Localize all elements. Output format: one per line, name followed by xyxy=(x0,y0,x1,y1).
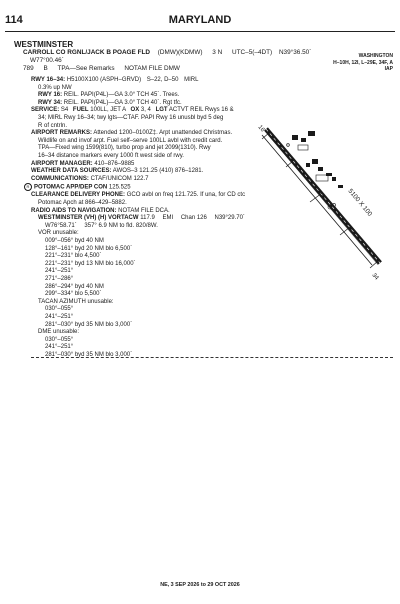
service-line: SERVICE: S4 FUEL 100LL, JET A OX 3, 4 LGT ACTVT REIL Rwys 16 & xyxy=(31,107,234,114)
vor-unusable-item: 221°–231° byd 13 NM blo 16,000´ xyxy=(45,260,136,267)
remarks-cont-1: Wildlife on and invof arpt. Fuel self–serve 100LL avbl with credit card. xyxy=(38,137,223,144)
city-name: WESTMINSTER xyxy=(14,40,74,49)
manager-line: AIRPORT MANAGER: 410–876–9885 xyxy=(31,160,135,167)
vor-unusable-list xyxy=(31,238,236,299)
header-rule xyxy=(5,31,395,32)
footer-dates: NE, 3 SEP 2026 to 29 OCT 2026 xyxy=(160,582,240,588)
tacan-unusable-item: 030°–055° xyxy=(45,306,74,313)
runway-slope: 0.3% up NW xyxy=(38,84,72,91)
vor-unusable-item: 299°–334° blo 5,500´ xyxy=(45,291,102,298)
dme-unusable-item: 281°–030° byd 35 NM blo 3,000´ xyxy=(45,351,133,358)
dme-unusable-item: 030°–055° xyxy=(45,336,74,343)
tacan-unusable-item: 241°–251° xyxy=(45,313,74,320)
airport-name: CARROLL CO RGNL/JACK B POAGE FLD xyxy=(23,49,150,56)
vortac-line: WESTMINSTER (VH) (H) VORTACW 117.9 EMI Chan 126 N39°29.70´ xyxy=(38,215,245,222)
airport-tpa: TPA—See Remarks xyxy=(57,65,115,73)
runway-end-34: RWY 34: REIL. PAPI(P4L)—GA 3.0° TCH 40´. Rgt tfc. xyxy=(38,99,182,106)
airport-elevation: 789 xyxy=(23,65,34,73)
chart-refs xyxy=(333,53,393,73)
airport-lat: N39°36.50´ xyxy=(278,49,312,56)
tacan-unusable-item: 281°–030° byd 35 NM blo 3,000´ xyxy=(45,321,133,328)
clearance-line: CLEARANCE DELIVERY PHONE: GCO avbl on freq 121.725. If una, for CD ctc xyxy=(31,192,246,199)
airport-ident: (DMW)(KDMW) xyxy=(157,49,203,56)
page-number: 114 xyxy=(5,14,23,26)
comms-line: COMMUNICATIONS: CTAF/UNICOM 122.7 xyxy=(31,175,149,182)
vortac-lon-line: W76°58.71´ 357° 6.9 NM to fld. 820/8W. xyxy=(45,222,158,229)
vor-unusable-item: 286°–294° byd 40 NM xyxy=(45,283,104,290)
navaids-line: RADIO AIDS TO NAVIGATION: NOTAM FILE DCA. xyxy=(31,207,170,214)
service-cont-2: R of cntrln. xyxy=(38,122,68,129)
iap-flag: IAP xyxy=(384,66,393,73)
vor-unusable-label: VOR unusable: xyxy=(38,230,79,237)
service-cont-1: 34; MIRL Rwy 16–34; twy lgts—CTAF. PAPI Rwy 16 unusbl byd 5 deg xyxy=(38,114,224,121)
chart-list: H–10H, 12I, L–29E, 34F, A xyxy=(333,59,393,66)
airport-fuel-class: B xyxy=(43,65,48,73)
airport-diagram xyxy=(248,103,398,293)
entry-divider xyxy=(31,357,393,358)
approach-line: R POTOMAC APP/DEP CON 125.525 xyxy=(24,183,236,192)
airport-details xyxy=(26,77,246,360)
tacan-unusable-label: TACAN AZIMUTH unusable: xyxy=(38,298,114,305)
page-header xyxy=(5,14,395,28)
remarks-cont-3: 16–34 distance markers every 1000 ft west side of rwy. xyxy=(38,152,184,159)
radar-symbol-icon: R xyxy=(24,183,32,191)
airport-notam: NOTAM FILE DMW xyxy=(124,65,180,73)
beacon-icon xyxy=(287,144,290,147)
runway-main-line: RWY 16–34: H5100X100 (ASPH–GRVD) S–22, D–50 MIRL xyxy=(31,77,199,83)
airport-utc: UTC–5(–4DT) xyxy=(232,49,273,56)
runway-dimension-label: 5100 X 100 xyxy=(346,187,374,218)
vor-unusable-item: 128°–161° byd 20 NM blo 6,500´ xyxy=(45,245,133,252)
dme-unusable-item: 241°–251° xyxy=(45,344,74,351)
remarks-cont-2: TPA—Fixed wing 1599(810), turbo prop and jet 2099(1310). Rwy xyxy=(38,145,211,152)
vor-unusable-item: 241°–251° xyxy=(45,268,74,275)
tacan-unusable-list xyxy=(31,306,236,329)
sectional-name: WASHINGTON xyxy=(358,53,393,59)
runway-end-16-label: 16 xyxy=(256,124,266,134)
remarks-line: AIRPORT REMARKS: Attended 1200–0100Z‡. Arpt unattended Christmas. xyxy=(31,130,233,137)
runway-16-34 xyxy=(266,129,380,263)
vor-unusable-item: 271°–286° xyxy=(45,276,74,283)
dme-unusable-label: DME unusable: xyxy=(38,329,80,336)
airport-lon: W77°00.46´ xyxy=(30,57,64,65)
vor-unusable-item: 009°–056° byd 40 NM xyxy=(45,238,104,245)
runway-end-16: RWY 16: REIL. PAPI(P4L)—GA 3.0° TCH 45´. Trees. xyxy=(38,92,180,99)
vor-unusable-item: 221°–231° blo 4,500´ xyxy=(45,253,102,260)
airport-distance: 3 N xyxy=(212,49,223,56)
weather-line: WEATHER DATA SOURCES: AWOS–3 121.25 (410) 876–1281. xyxy=(31,168,204,175)
clearance-cont: Potomac Apch at 866–429–5882. xyxy=(38,200,127,207)
state-title: MARYLAND xyxy=(168,14,232,26)
runway-end-34-label: 34 xyxy=(370,272,380,282)
